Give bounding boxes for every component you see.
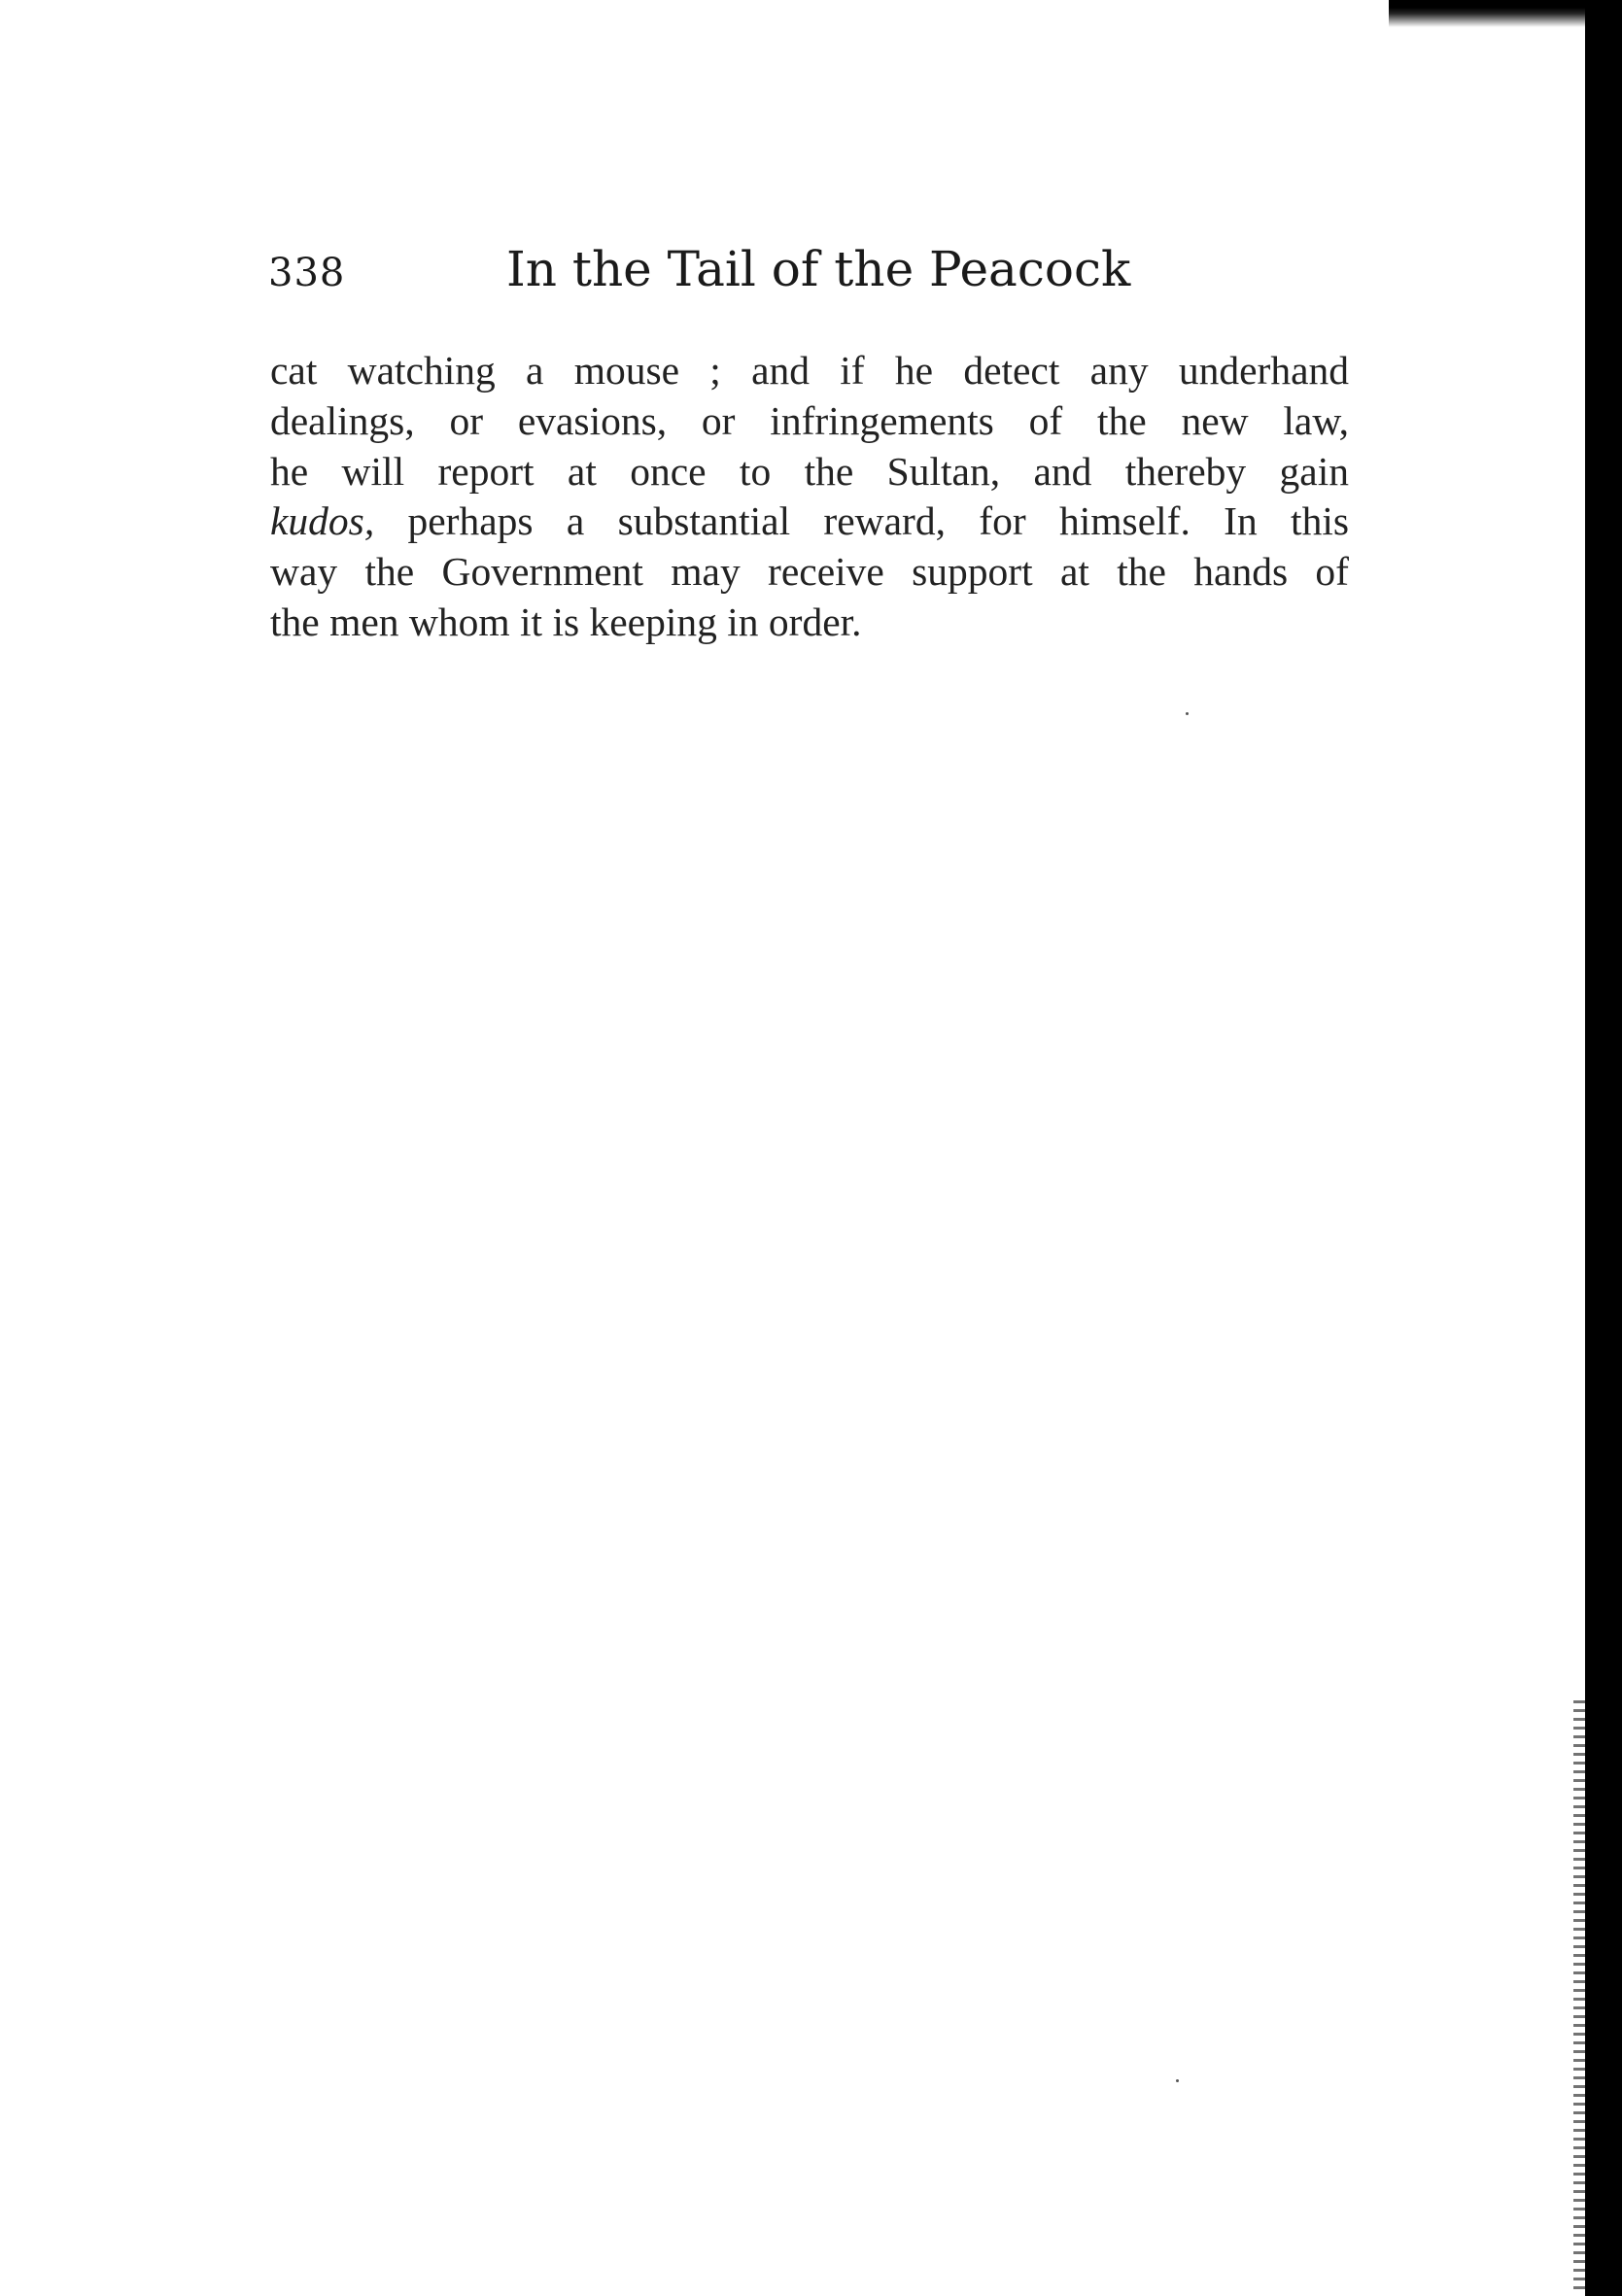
page-number: 338 bbox=[268, 251, 346, 295]
italic-word: kudos, bbox=[270, 498, 375, 544]
scan-edge-fringe bbox=[1573, 1700, 1587, 2293]
body-paragraph bbox=[270, 346, 1349, 648]
text-line: cat watching a mouse ; and if he detect any underhand bbox=[270, 348, 1349, 393]
scan-speck bbox=[1176, 2079, 1179, 2082]
scan-edge-shadow bbox=[1585, 0, 1622, 2296]
text-line: the men whom it is keeping in order. bbox=[270, 599, 862, 644]
scan-speck bbox=[1186, 712, 1189, 715]
running-title: In the Tail of the Peacock bbox=[506, 241, 1131, 297]
page-header bbox=[268, 233, 1347, 311]
text-line: dealings, or evasions, or infringements of the new law, bbox=[270, 397, 1349, 443]
text-line: kudos, perhaps a substantial reward, for himself. In this bbox=[270, 498, 1349, 544]
text-line: way the Government may receive support at the hands of bbox=[270, 549, 1349, 595]
text-line: he will report at once to the Sultan, and thereby gain bbox=[270, 448, 1349, 494]
